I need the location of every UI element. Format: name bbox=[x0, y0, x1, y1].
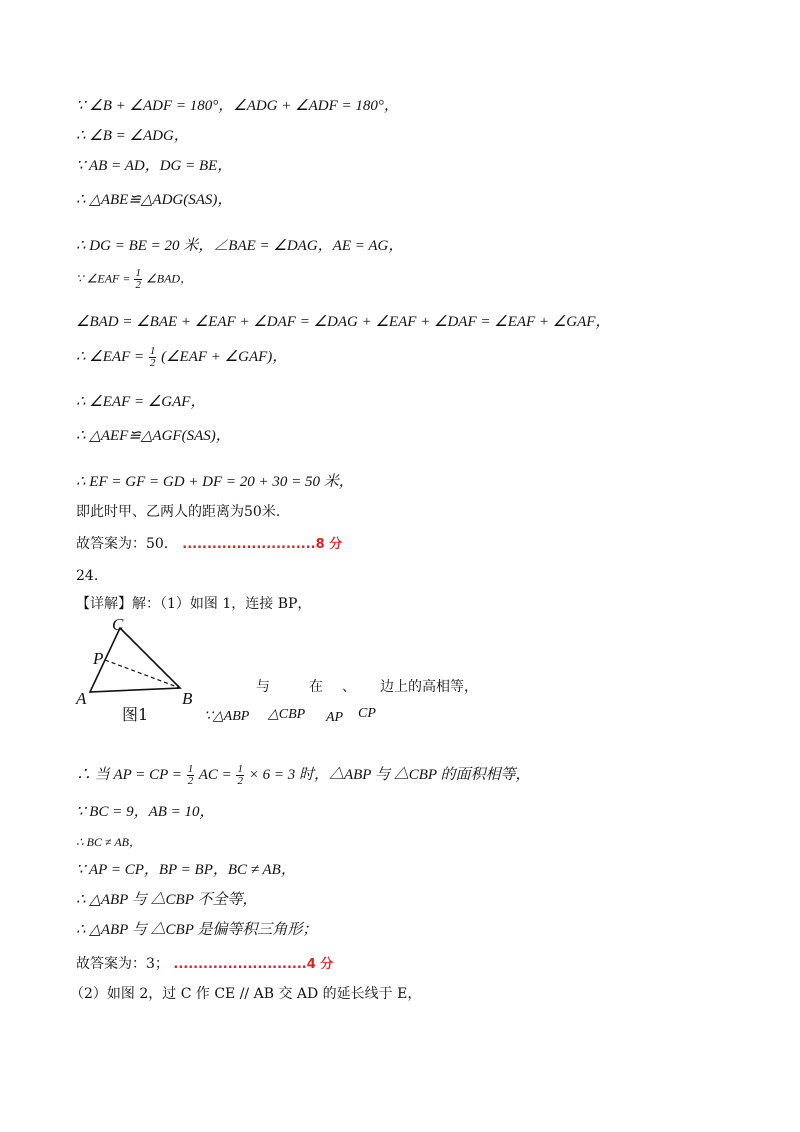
proof-line-5: ∴ DG = BE = 20 米，∠BAE = ∠DAG，AE = AG， bbox=[76, 238, 404, 254]
frag-cbp: △CBP bbox=[268, 707, 306, 722]
word-dun: 、 bbox=[342, 679, 356, 695]
solution-line-22: ∴ △ABP 与 △CBP 是偏等积三角形； bbox=[76, 922, 318, 938]
proof-line-11: ∴ EF = GF = GD + DF = 20 + 30 = 50 米， bbox=[76, 474, 354, 490]
answer-line-1 bbox=[76, 534, 342, 555]
proof-line-12: 即此时甲、乙两人的距离为50米. bbox=[76, 504, 281, 520]
segment-bp bbox=[105, 660, 180, 688]
proof-line-8 bbox=[76, 346, 287, 369]
question-number: 24. bbox=[76, 568, 99, 584]
proof-line-9: ∴ ∠EAF = ∠GAF， bbox=[76, 394, 206, 410]
solution-line-20: ∵ AP = CP，BP = BP，BC ≠ AB， bbox=[76, 862, 296, 878]
line17-prefix: ∴ 当 AP = CP = bbox=[76, 766, 182, 783]
proof-line-3: ∵ AB = AD，DG = BE， bbox=[76, 158, 233, 174]
word-height-equal: 边上的高相等， bbox=[380, 679, 478, 695]
answer-line-2 bbox=[76, 954, 333, 975]
frag-abp: ∵△ABP bbox=[204, 709, 250, 724]
proof-line-2: ∴ ∠B = ∠ADG， bbox=[76, 128, 189, 144]
line17-suffix: × 6 = 3 时，△ABP 与 △CBP 的面积相等， bbox=[248, 766, 531, 783]
frag-ap: AP bbox=[326, 710, 344, 725]
solution-line-19: ∴ BC ≠ AB， bbox=[76, 835, 141, 849]
line8-prefix: ∴ ∠EAF = bbox=[76, 348, 145, 365]
fraction-half: $\frac{1}{2}$ bbox=[187, 763, 194, 787]
line6-prefix: ∵ ∠EAF = bbox=[76, 271, 131, 286]
word-zai: 在 bbox=[309, 679, 323, 695]
line8-suffix: (∠EAF + ∠GAF)， bbox=[161, 348, 288, 365]
answer-text: 故答案为：3； bbox=[76, 956, 169, 972]
proof-line-7: ∠BAD = ∠BAE + ∠EAF + ∠DAF = ∠DAG + ∠EAF + ∠DAF = ∠EAF + ∠GAF， bbox=[76, 314, 611, 330]
solution-line-24: （2）如图 2，过 C 作 CE // AB 交 AD 的延长线于 E， bbox=[70, 986, 422, 1002]
solution-line-17 bbox=[76, 764, 531, 787]
solution-intro: 【详解】解：（1）如图 1，连接 BP， bbox=[76, 596, 312, 612]
fraction-half: $\frac{1}{2}$ bbox=[135, 267, 141, 291]
proof-line-6 bbox=[76, 268, 192, 291]
answer-text: 故答案为：50． bbox=[76, 536, 178, 552]
score-marker: ...........................4 分 bbox=[173, 957, 334, 972]
line17-mid: AC = bbox=[198, 766, 232, 783]
label-b: B bbox=[182, 689, 193, 708]
frag-cp: CP bbox=[358, 706, 376, 721]
proof-line-10: ∴ △AEF≌△AGF(SAS)， bbox=[76, 428, 231, 444]
line6-suffix: ∠BAD， bbox=[145, 271, 193, 286]
label-c: C bbox=[112, 615, 124, 634]
label-p: P bbox=[93, 649, 104, 668]
proof-line-1: ∵ ∠B + ∠ADF = 180°，∠ADG + ∠ADF = 180°， bbox=[76, 98, 399, 114]
solution-line-18: ∵ BC = 9，AB = 10， bbox=[76, 804, 215, 820]
word-yu: 与 bbox=[256, 679, 270, 695]
fraction-half: $\frac{1}{2}$ bbox=[237, 763, 243, 787]
solution-line-21: ∴ △ABP 与 △CBP 不全等， bbox=[76, 892, 258, 908]
proof-line-4: ∴ △ABE≌△ADG(SAS)， bbox=[76, 192, 233, 208]
fraction-half: $\frac{1}{2}$ bbox=[149, 345, 156, 369]
figure-caption: 图1 bbox=[122, 705, 149, 724]
label-a: A bbox=[76, 689, 87, 708]
score-marker: ...........................8 分 bbox=[182, 537, 343, 552]
